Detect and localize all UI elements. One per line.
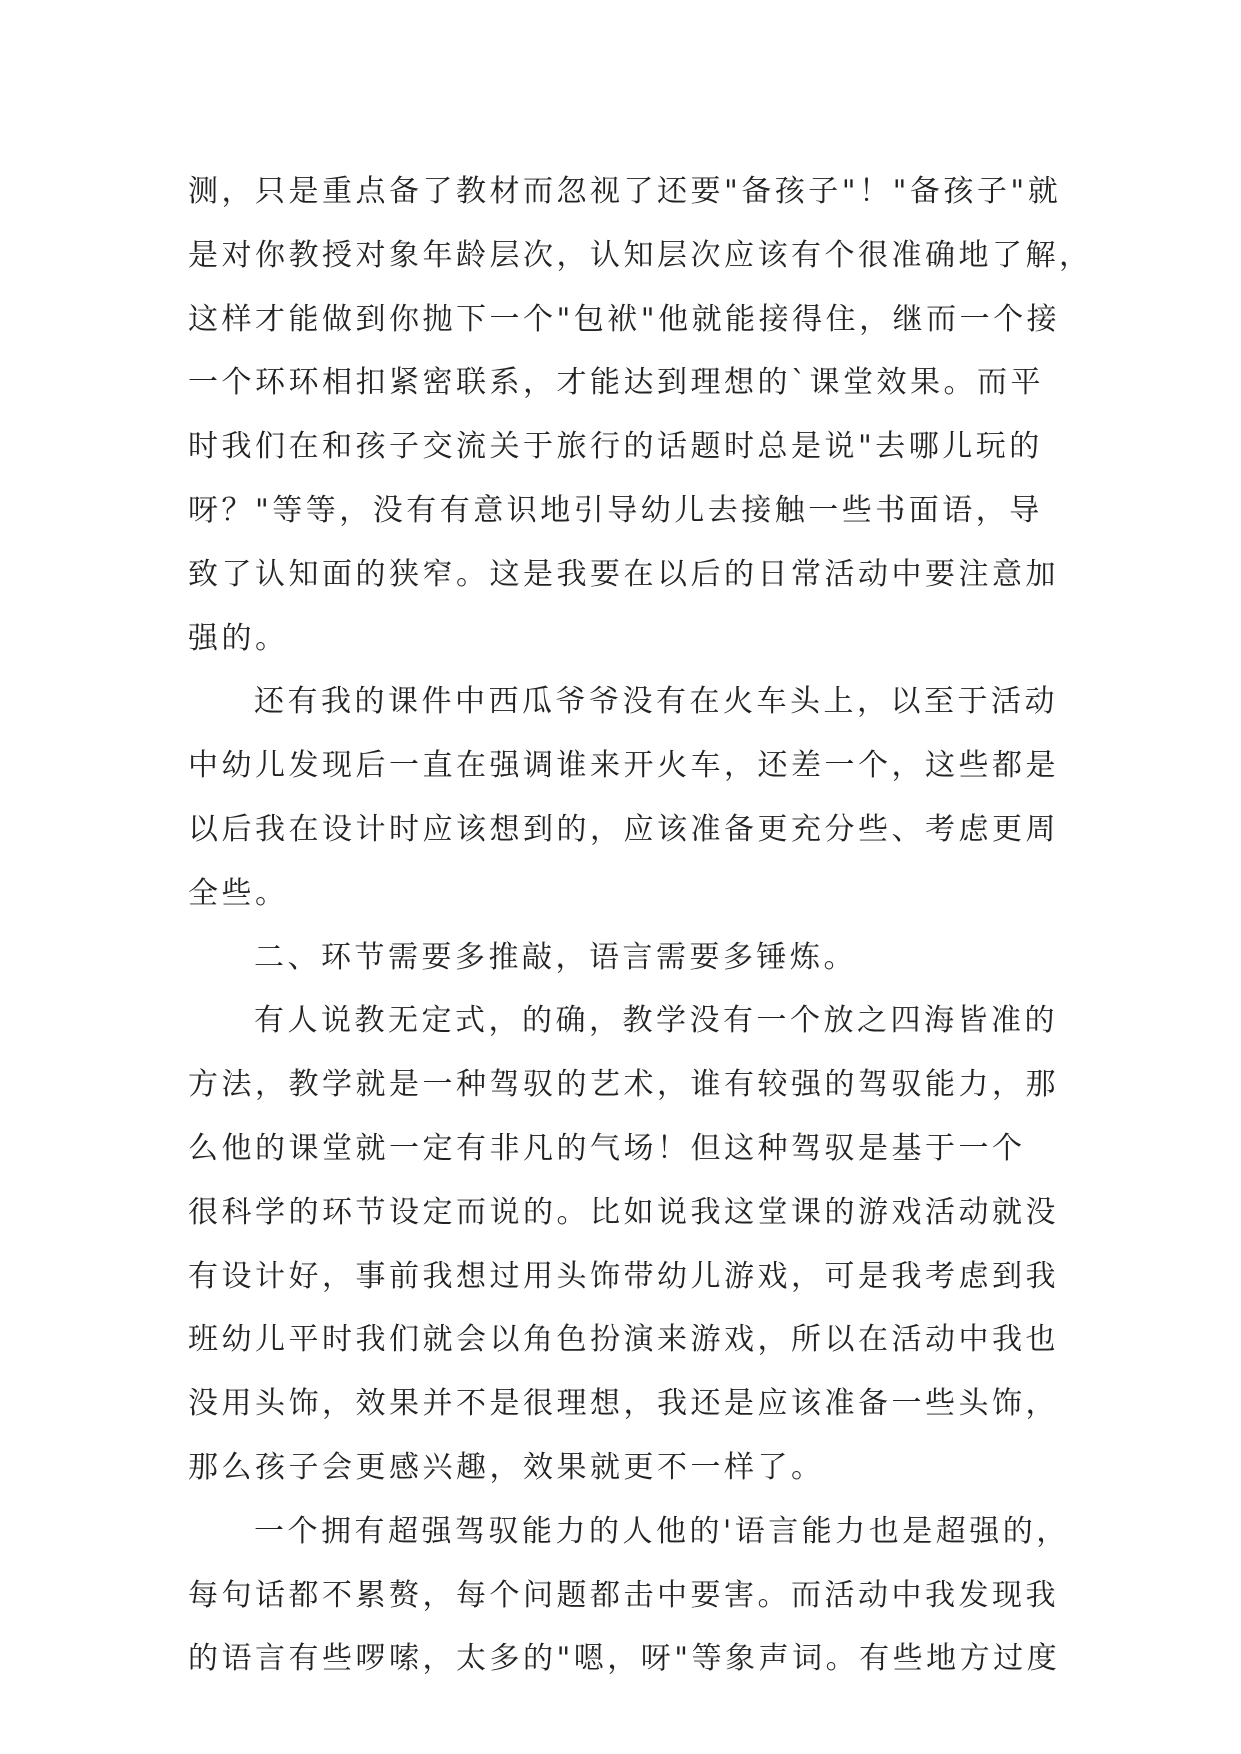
text-line-18: 有设计好，事前我想过用头饰带幼儿游戏，可是我考虑到我 [188, 1258, 1059, 1294]
text-line-16: 么他的课堂就一定有非凡的气场！但这种驾驭是基于一个 [188, 1130, 1026, 1166]
text-line-9: 还有我的课件中西瓜爷爷没有在火车头上，以至于活动 [254, 684, 1058, 720]
text-line-19: 班幼儿平时我们就会以角色扮演来游戏，所以在活动中我也 [188, 1322, 1059, 1358]
text-line-5: 时我们在和孩子交流关于旅行的话题时总是说"去哪儿玩的 [188, 429, 1043, 465]
text-line-20: 没用头饰，效果并不是很理想，我还是应该准备一些头饰， [188, 1386, 1059, 1422]
text-line-12: 全些。 [188, 875, 289, 911]
text-line-2: 是对你教授对象年龄层次，认知层次应该有个很准确地了解， [188, 237, 1093, 273]
text-line-10: 中幼儿发现后一直在强调谁来开火车，还差一个，这些都是 [188, 748, 1059, 784]
text-line-8: 强的。 [188, 620, 289, 656]
text-line-21: 那么孩子会更感兴趣，效果就更不一样了。 [188, 1449, 825, 1485]
text-line-3: 这样才能做到你抛下一个"包袱"他就能接得住，继而一个接 [188, 301, 1061, 337]
text-line-4: 一个环环相扣紧密联系，才能达到理想的`课堂效果。而平 [188, 365, 1044, 401]
text-line-23: 每句话都不累赘，每个问题都击中要害。而活动中我发现我 [188, 1577, 1059, 1613]
text-line-22: 一个拥有超强驾驭能力的人他的'语言能力也是超强的， [254, 1513, 1070, 1549]
section-heading: 二、环节需要多推敲，语言需要多锤炼。 [254, 939, 857, 975]
text-line-1: 测，只是重点备了教材而忽视了还要"备孩子"！"备孩子"就 [188, 174, 1062, 209]
text-line-14: 有人说教无定式，的确，教学没有一个放之四海皆准的 [254, 1003, 1058, 1039]
text-line-17: 很科学的环节设定而说的。比如说我这堂课的游戏活动就没 [188, 1194, 1059, 1230]
document-body [188, 160, 1093, 1691]
text-line-6: 呀？"等等，没有有意识地引导幼儿去接触一些书面语，导 [188, 492, 1043, 528]
text-line-15: 方法，教学就是一种驾驭的艺术，谁有较强的驾驭能力，那 [188, 1067, 1059, 1103]
text-line-7: 致了认知面的狭窄。这是我要在以后的日常活动中要注意加 [188, 556, 1059, 592]
text-line-11: 以后我在设计时应该想到的，应该准备更充分些、考虑更周 [188, 811, 1059, 847]
text-line-24: 的语言有些啰嗦，太多的"嗯，呀"等象声词。有些地方过度 [188, 1641, 1061, 1677]
